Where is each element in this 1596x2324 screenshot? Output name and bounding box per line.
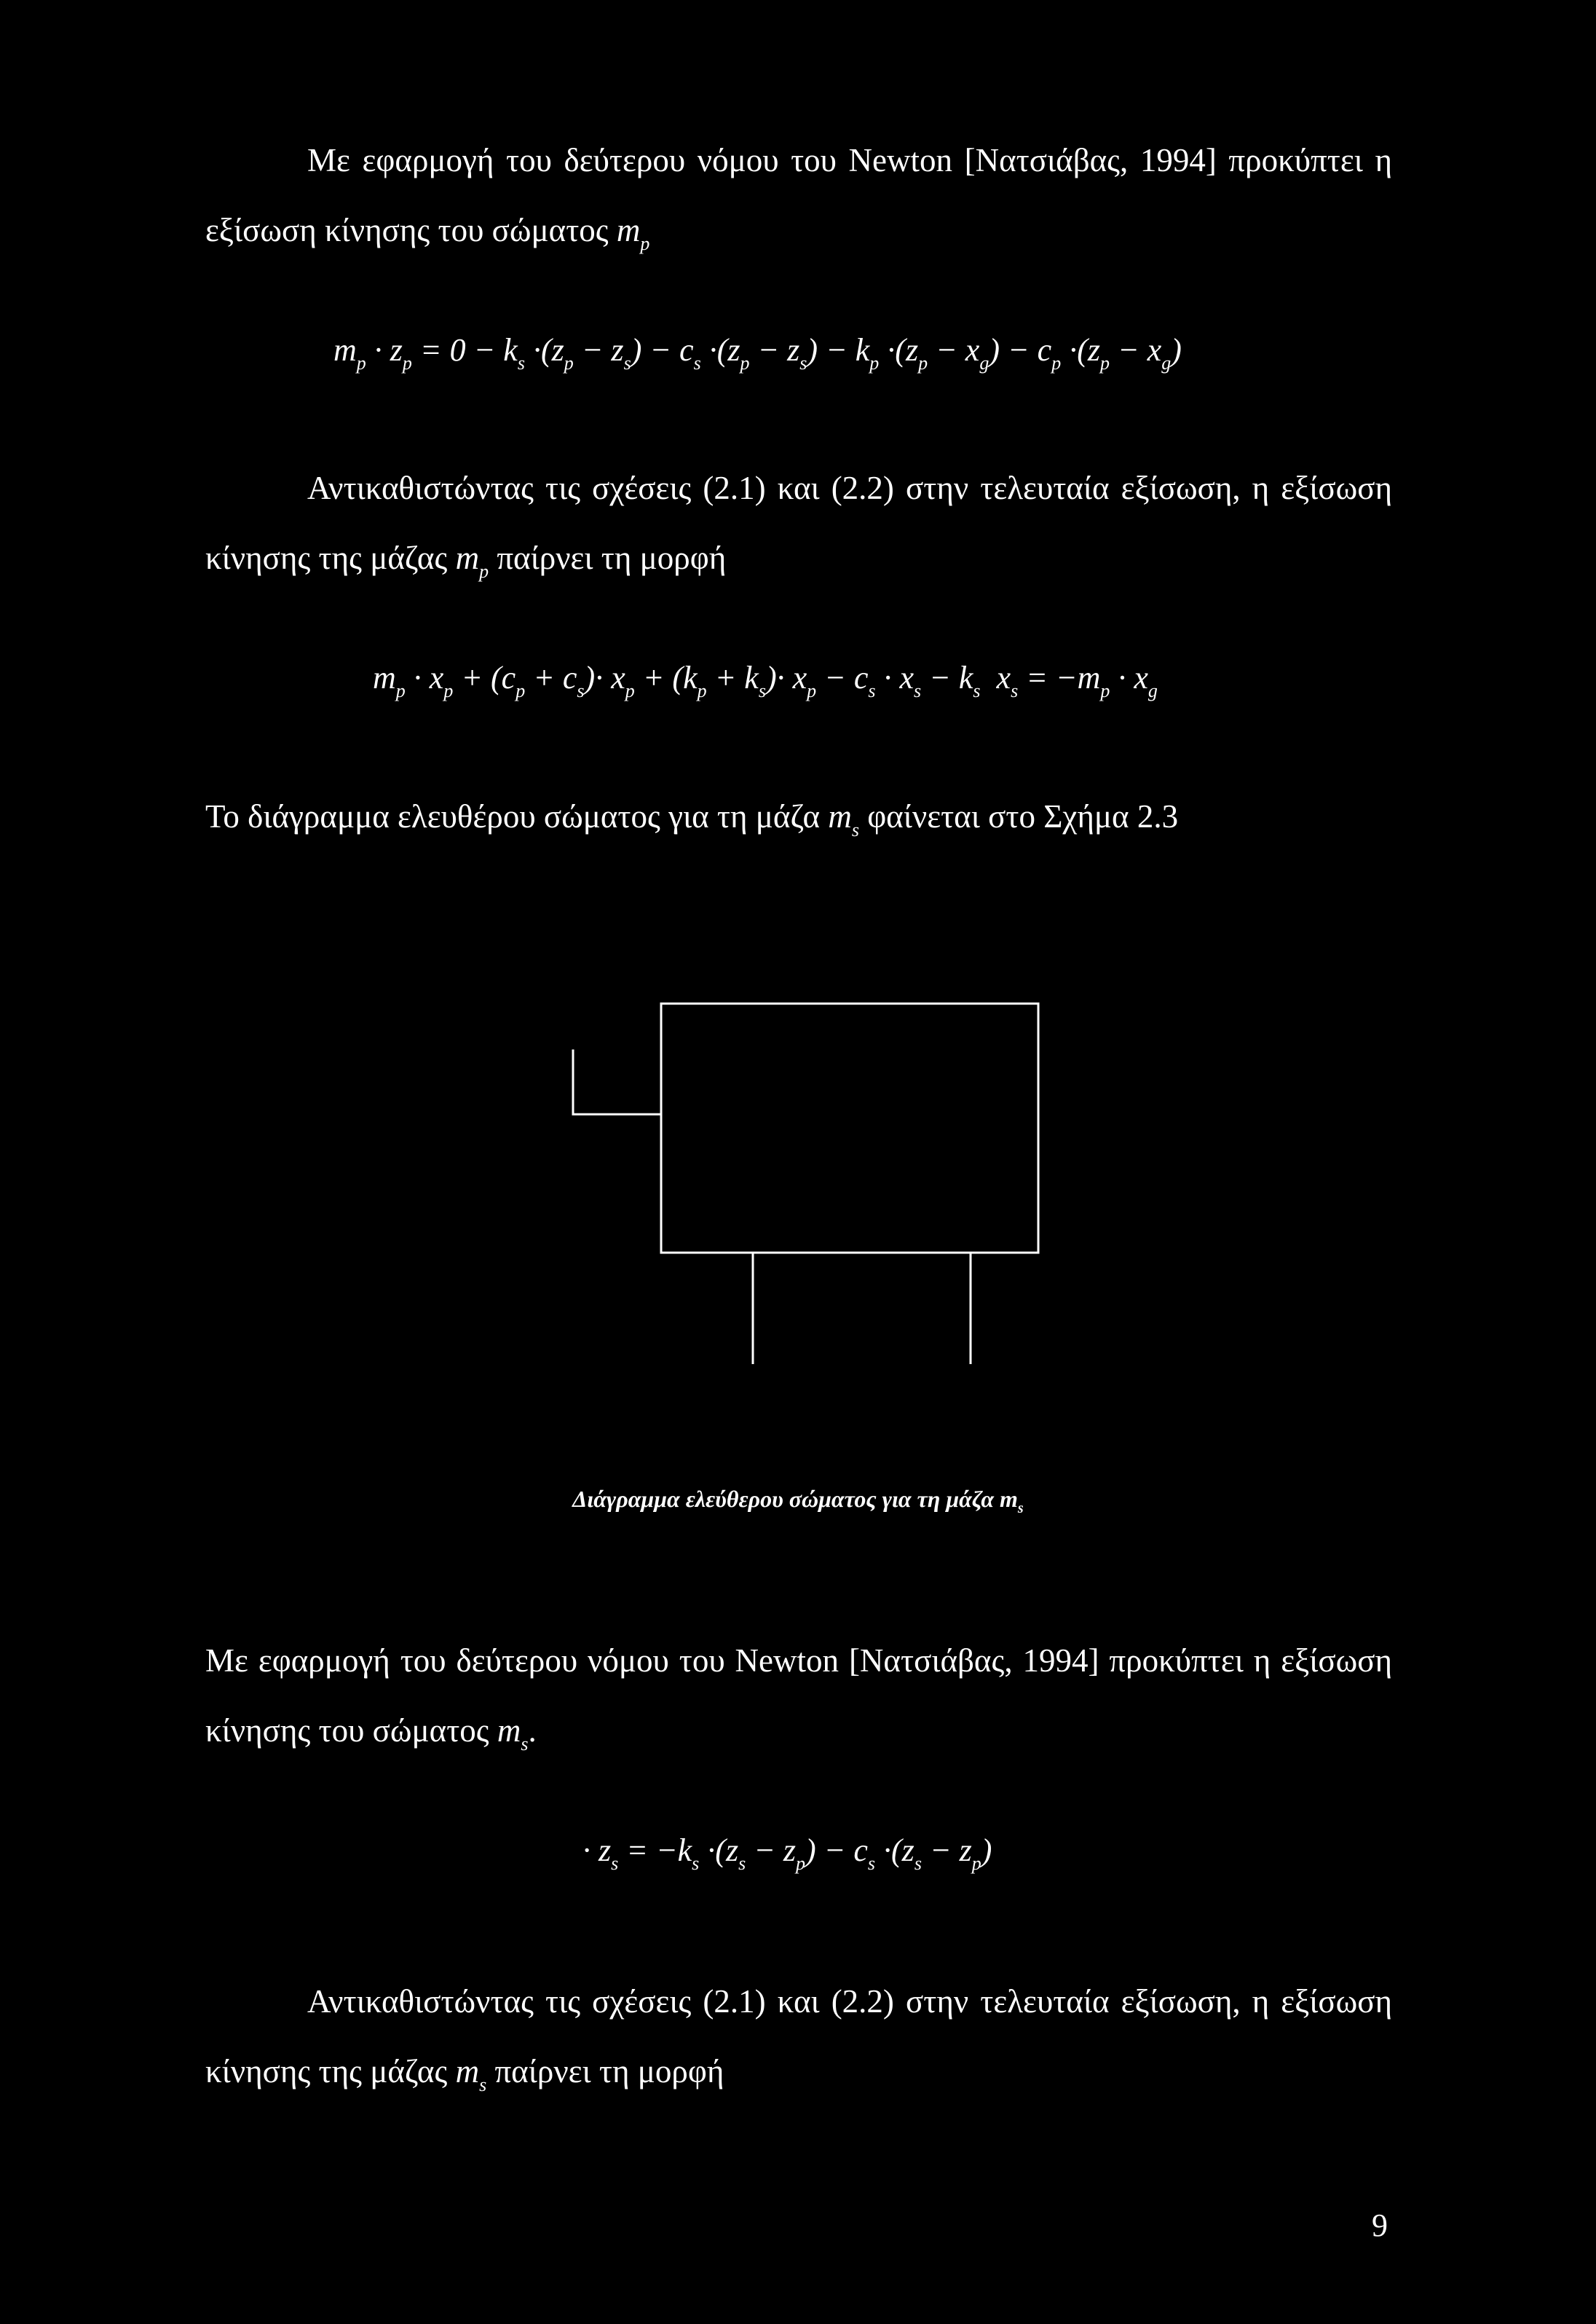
mass-symbol: $m_s$: [828, 798, 859, 840]
equation-motion-ms: · $z_s = -k_s \cdot(z_s - z_p) - c_s \cdot(z_s - z_p)$: [582, 1832, 992, 1874]
caption-mass-symbol: $m_s$: [1000, 1486, 1024, 1516]
equation-motion-mp: $m_p \cdot z_p = 0 - k_s \cdot(z_p - z_s) - c_s \cdot(z_p - z_s) - k_p \cdot(z_p - x_g) - c_p \cdot(z_p - x_g)$: [333, 332, 1182, 374]
mass-symbol: $m_p$: [455, 540, 489, 582]
paragraph-tail: παίρνει τη μορφή: [494, 2053, 724, 2089]
mass-symbol: $m_p$: [616, 212, 650, 254]
paragraph-newton-ms: [205, 1626, 1392, 1779]
mass-symbol: $m_s$: [455, 2053, 487, 2095]
paragraph-text: Αντικαθιστώντας τις σχέσεις (2.1) και (2.2) στην τελευταία εξίσωση, η εξίσωση κίνησης της μάζας: [205, 1983, 1392, 2089]
paragraph-tail: φαίνεται στο Σχήμα 2.3: [867, 798, 1179, 835]
paragraph-text: Με εφαρμογή του δεύτερου νόμου του Newton [Νατσιάβας, 1994] προκύπτει η εξίσωση κίνησης του σώματος: [205, 142, 1392, 248]
paragraph-substitution-ms: [205, 1966, 1392, 2120]
paragraph-text: Με εφαρμογή του δεύτερου νόμου του Newton [Νατσιάβας, 1994] προκύπτει η εξίσωση κίνησης του σώματος: [205, 1642, 1392, 1749]
mass-block: [661, 1004, 1038, 1253]
mass-symbol: $m_s$: [497, 1712, 529, 1754]
horizontal-connector: [573, 1049, 661, 1114]
equation-motion-mp-expanded: $m_p \cdot x_p + (c_p + c_s)\cdot x_p + (k_p + k_s)\cdot x_p - c_s \cdot x_s - k_s$ $x_s = -m_p \cdot x_g$: [373, 660, 1158, 701]
paragraph-tail: παίρνει τη μορφή: [497, 540, 727, 576]
figure-caption: Διάγραμμα ελεύθερου σώματος για τη μάζα $m_s$: [572, 1486, 1024, 1516]
paragraph-tail: .: [528, 1712, 537, 1749]
page-number: 9: [1372, 2207, 1388, 2243]
paragraph-text: Αντικαθιστώντας τις σχέσεις (2.1) και (2.2) στην τελευταία εξίσωση, η εξίσωση κίνησης της μάζας: [205, 470, 1392, 576]
paragraph-text: Το διάγραμμα ελευθέρου σώματος για τη μάζα: [205, 798, 821, 835]
